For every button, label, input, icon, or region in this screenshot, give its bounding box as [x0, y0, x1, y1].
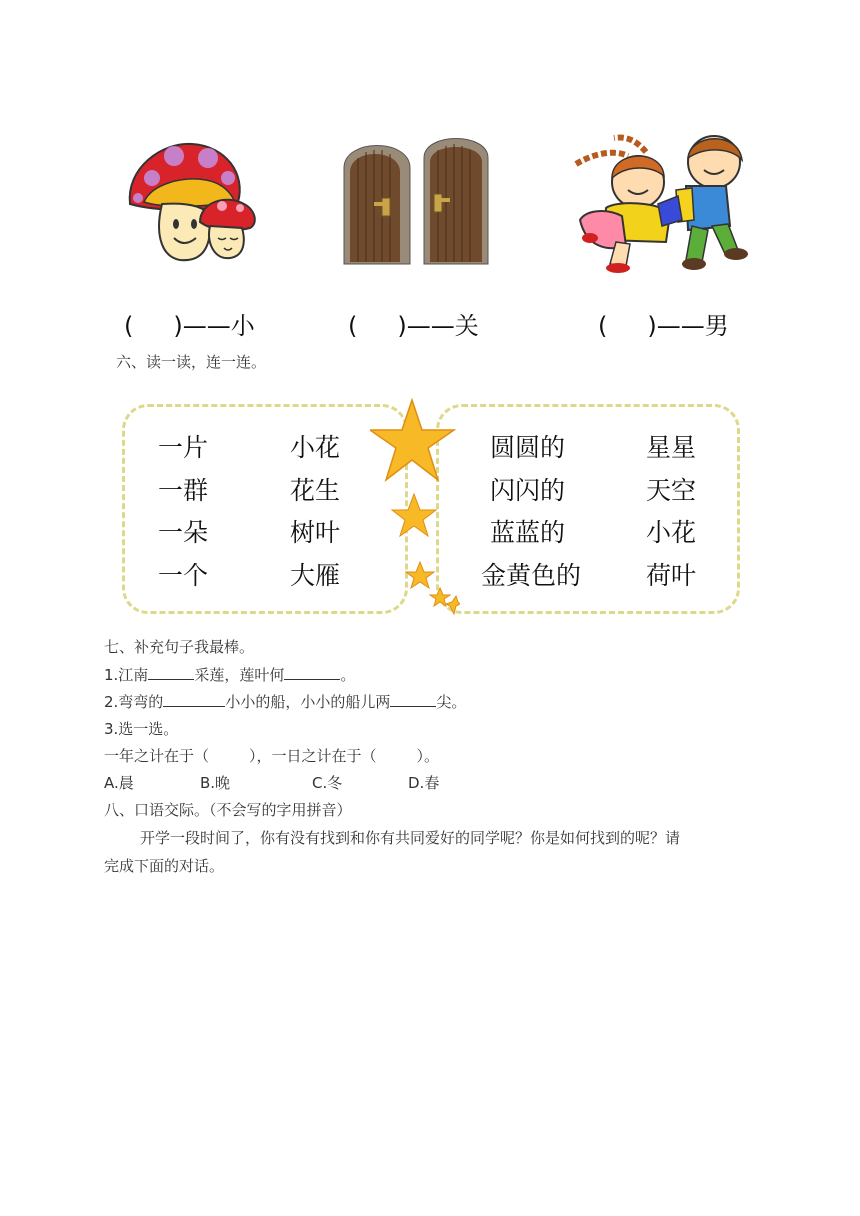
word-left-1: 一朵 [158, 518, 209, 547]
open-paren: ( [348, 312, 358, 340]
word-left-2: 树叶 [290, 518, 341, 547]
word-right-1: 金黄色的 [481, 561, 582, 590]
question-3: 3.选一选。 [104, 720, 179, 738]
question-3-options [104, 772, 439, 794]
opposite-word: )——小 [173, 312, 255, 340]
word-right-2: 小花 [646, 518, 697, 547]
door-icon [338, 128, 492, 268]
option-c[interactable]: C.冬 [312, 774, 343, 792]
children-icon [566, 130, 750, 276]
option-d[interactable]: D.春 [408, 774, 440, 792]
word-right-2: 星星 [646, 433, 697, 462]
word-right-1: 闪闪的 [490, 476, 566, 505]
section-7-heading: 七、补充句子我最棒。 [104, 638, 255, 656]
option-a[interactable]: A.晨 [104, 774, 134, 792]
star-icon [446, 596, 460, 614]
word-left-2: 大雁 [290, 561, 341, 590]
mushroom-icon [122, 138, 262, 270]
opposite-item [124, 306, 255, 341]
star-icon [392, 494, 436, 536]
opposite-item [348, 306, 479, 341]
paragraph-line-1: 开学一段时间了，你有没有找到和你有共同爱好的同学呢？你是如何找到的呢？请 [140, 829, 681, 847]
word-right-2: 荷叶 [646, 561, 697, 590]
star-icon [370, 400, 454, 480]
section-8-heading: 八、口语交际。（不会写的字用拼音） [104, 801, 352, 819]
option-b[interactable]: B.晚 [200, 774, 231, 792]
answer-blank[interactable] [148, 664, 194, 680]
paragraph-line-2: 完成下面的对话。 [104, 857, 225, 875]
open-paren: ( [598, 312, 608, 340]
question-3-text: 一年之计在于（ ），一日之计在于（ ）。 [104, 747, 440, 765]
word-left-1: 一片 [158, 433, 209, 462]
word-left-1: 一群 [158, 476, 209, 505]
star-icons [370, 396, 460, 618]
word-left-2: 小花 [290, 433, 341, 462]
opposite-word: )——男 [647, 312, 729, 340]
answer-blank[interactable] [284, 664, 340, 680]
question-2: 2.弯弯的 小小的船，小小的船儿两 尖。 [104, 693, 467, 711]
word-right-1: 圆圆的 [490, 433, 566, 462]
answer-blank[interactable] [163, 691, 225, 707]
word-left-2: 花生 [290, 476, 341, 505]
opposite-word: )——关 [397, 312, 479, 340]
word-right-1: 蓝蓝的 [490, 518, 566, 547]
opposite-item [598, 306, 729, 341]
word-left-1: 一个 [158, 561, 209, 590]
section-6-heading: 六、读一读，连一连。 [116, 353, 267, 371]
answer-blank[interactable] [390, 691, 436, 707]
star-icon [406, 562, 434, 588]
open-paren: ( [124, 312, 134, 340]
word-right-2: 天空 [646, 476, 697, 505]
question-1: 1.江南 采莲，莲叶何 。 [104, 666, 356, 684]
